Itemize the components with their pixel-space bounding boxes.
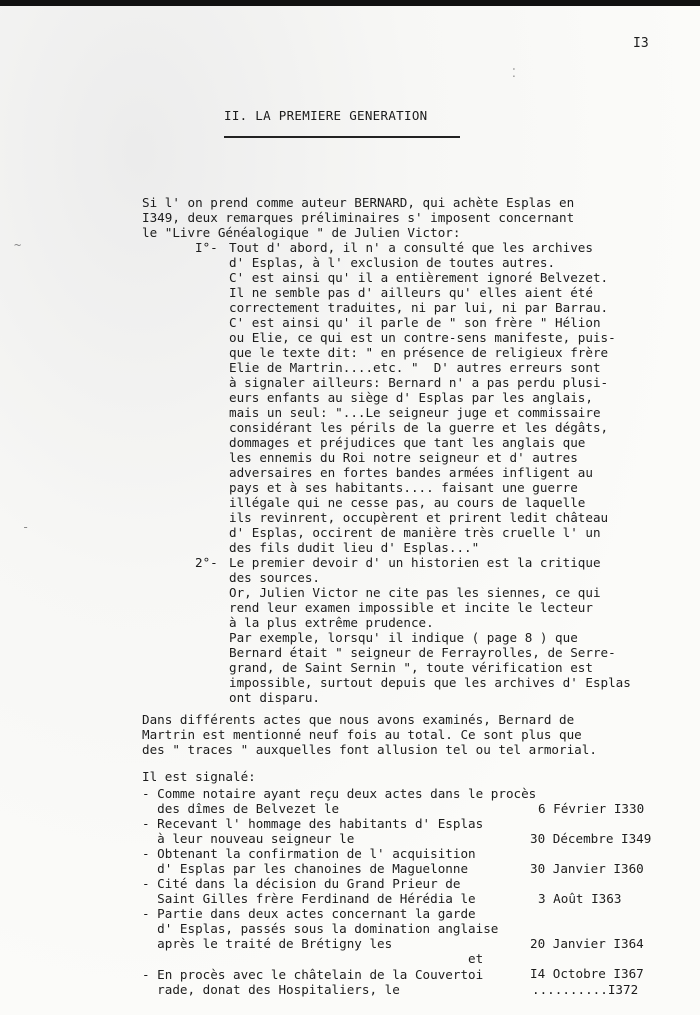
text-line: mais un seul: "...Le seigneur juge et commissaire <box>229 405 601 420</box>
event-date: ..........I372 <box>532 982 639 997</box>
text-line: à la plus extrême prudence. <box>229 615 434 630</box>
event-text-line: - Comme notaire ayant reçu deux actes dans le procès <box>142 786 537 801</box>
text-line: le "Livre Généalogique " de Julien Victor: <box>142 225 461 240</box>
event-text-line: des dîmes de Belvezet le <box>142 801 340 816</box>
event-date: et <box>468 951 484 966</box>
remark-2-marker: 2°- <box>195 555 218 570</box>
margin-mark: - <box>22 520 30 534</box>
margin-mark: ⁚ <box>512 66 516 80</box>
margin-mark: ~ <box>14 238 22 252</box>
text-line: Le premier devoir d' un historien est la critique <box>229 555 601 570</box>
event-date: 6 Février I330 <box>538 801 645 816</box>
text-line: Si l' on prend comme auteur BERNARD, qui achète Esplas en <box>142 195 575 210</box>
text-line: que le texte dit: " en présence de religieux frère <box>229 345 609 360</box>
event-date: 20 Janvier I364 <box>530 936 644 951</box>
events-heading: Il est signalé: <box>142 769 256 784</box>
event-text-line: après le traité de Brétigny les <box>142 936 393 951</box>
text-line: C' est ainsi qu' il parle de " son frère " Hélion <box>229 315 601 330</box>
text-line: les ennemis du Roi notre seigneur et d' autres <box>229 450 578 465</box>
event-text-line: - Cité dans la décision du Grand Prieur de <box>142 876 461 891</box>
section-title: II. LA PREMIERE GENERATION <box>224 108 428 123</box>
text-line: considérant les périls de la guerre et les dégâts, <box>229 420 609 435</box>
event-date: 30 Décembre I349 <box>530 831 652 846</box>
event-date: I4 Octobre I367 <box>530 966 644 981</box>
text-line: des " traces " auxquelles font allusion tel ou tel armorial. <box>142 742 597 757</box>
event-text-line: à leur nouveau seigneur le <box>142 831 355 846</box>
scan-top-edge <box>0 0 700 6</box>
text-line: pays et à ses habitants.... faisant une guerre <box>229 480 578 495</box>
text-line: à signaler ailleurs: Bernard n' a pas perdu plusi- <box>229 375 609 390</box>
event-date: 3 Août I363 <box>538 891 622 906</box>
text-line: illégale qui ne cesse pas, au cours de laquelle <box>229 495 586 510</box>
text-line: d' Esplas, à l' exclusion de toutes autres. <box>229 255 556 270</box>
event-text-line: - Obtenant la confirmation de l' acquisition <box>142 846 476 861</box>
text-line: Martrin est mentionné neuf fois au total. Ce sont plus que <box>142 727 582 742</box>
event-text-line: Saint Gilles frère Ferdinand de Hérédia le <box>142 891 476 906</box>
text-line: ou Elie, ce qui est un contre-sens manifeste, puis- <box>229 330 616 345</box>
text-line: des sources. <box>229 570 320 585</box>
text-line: Dans différents actes que nous avons examinés, Bernard de <box>142 712 575 727</box>
text-line: dommages et préjudices que tant les anglais que <box>229 435 586 450</box>
text-line: adversaires en fortes bandes armées infligent au <box>229 465 593 480</box>
remark-1-marker: I°- <box>195 240 218 255</box>
text-line: rend leur examen impossible et incite le lecteur <box>229 600 593 615</box>
page-number: I3 <box>633 36 649 51</box>
text-line: C' est ainsi qu' il a entièrement ignoré Belvezet. <box>229 270 609 285</box>
event-text-line: d' Esplas par les chanoines de Maguelonne <box>142 861 469 876</box>
event-text-line: - En procès avec le châtelain de la Couvertoi <box>142 967 484 982</box>
event-text-line: - Partie dans deux actes concernant la garde <box>142 906 476 921</box>
event-text-line: - Recevant l' hommage des habitants d' Esplas <box>142 816 484 831</box>
event-text-line: rade, donat des Hospitaliers, le <box>142 982 400 997</box>
text-line: grand, de Saint Sernin ", toute vérification est <box>229 660 593 675</box>
event-date: 30 Janvier I360 <box>530 861 644 876</box>
event-text-line: d' Esplas, passés sous la domination anglaise <box>142 921 499 936</box>
text-line: eurs enfants au siège d' Esplas par les anglais, <box>229 390 593 405</box>
text-line: Bernard était " seigneur de Ferrayrolles, de Serre- <box>229 645 616 660</box>
text-line: correctement traduites, ni par lui, ni par Barrau. <box>229 300 609 315</box>
text-line: ils revinrent, occupèrent et prirent ledit château <box>229 510 609 525</box>
text-line: Elie de Martrin....etc. " D' autres erreurs sont <box>229 360 601 375</box>
text-line: Tout d' abord, il n' a consulté que les archives <box>229 240 593 255</box>
text-line: ont disparu. <box>229 690 320 705</box>
text-line: Il ne semble pas d' ailleurs qu' elles aient été <box>229 285 593 300</box>
text-line: d' Esplas, occirent de manière très cruelle l' un <box>229 525 601 540</box>
text-line: Or, Julien Victor ne cite pas les siennes, ce qui <box>229 585 601 600</box>
text-line: des fils dudit lieu d' Esplas..." <box>229 540 480 555</box>
text-line: I349, deux remarques préliminaires s' imposent concernant <box>142 210 575 225</box>
text-line: Par exemple, lorsqu' il indique ( page 8 ) que <box>229 630 578 645</box>
text-line: impossible, surtout depuis que les archives d' Esplas <box>229 675 631 690</box>
title-underline <box>224 136 460 138</box>
